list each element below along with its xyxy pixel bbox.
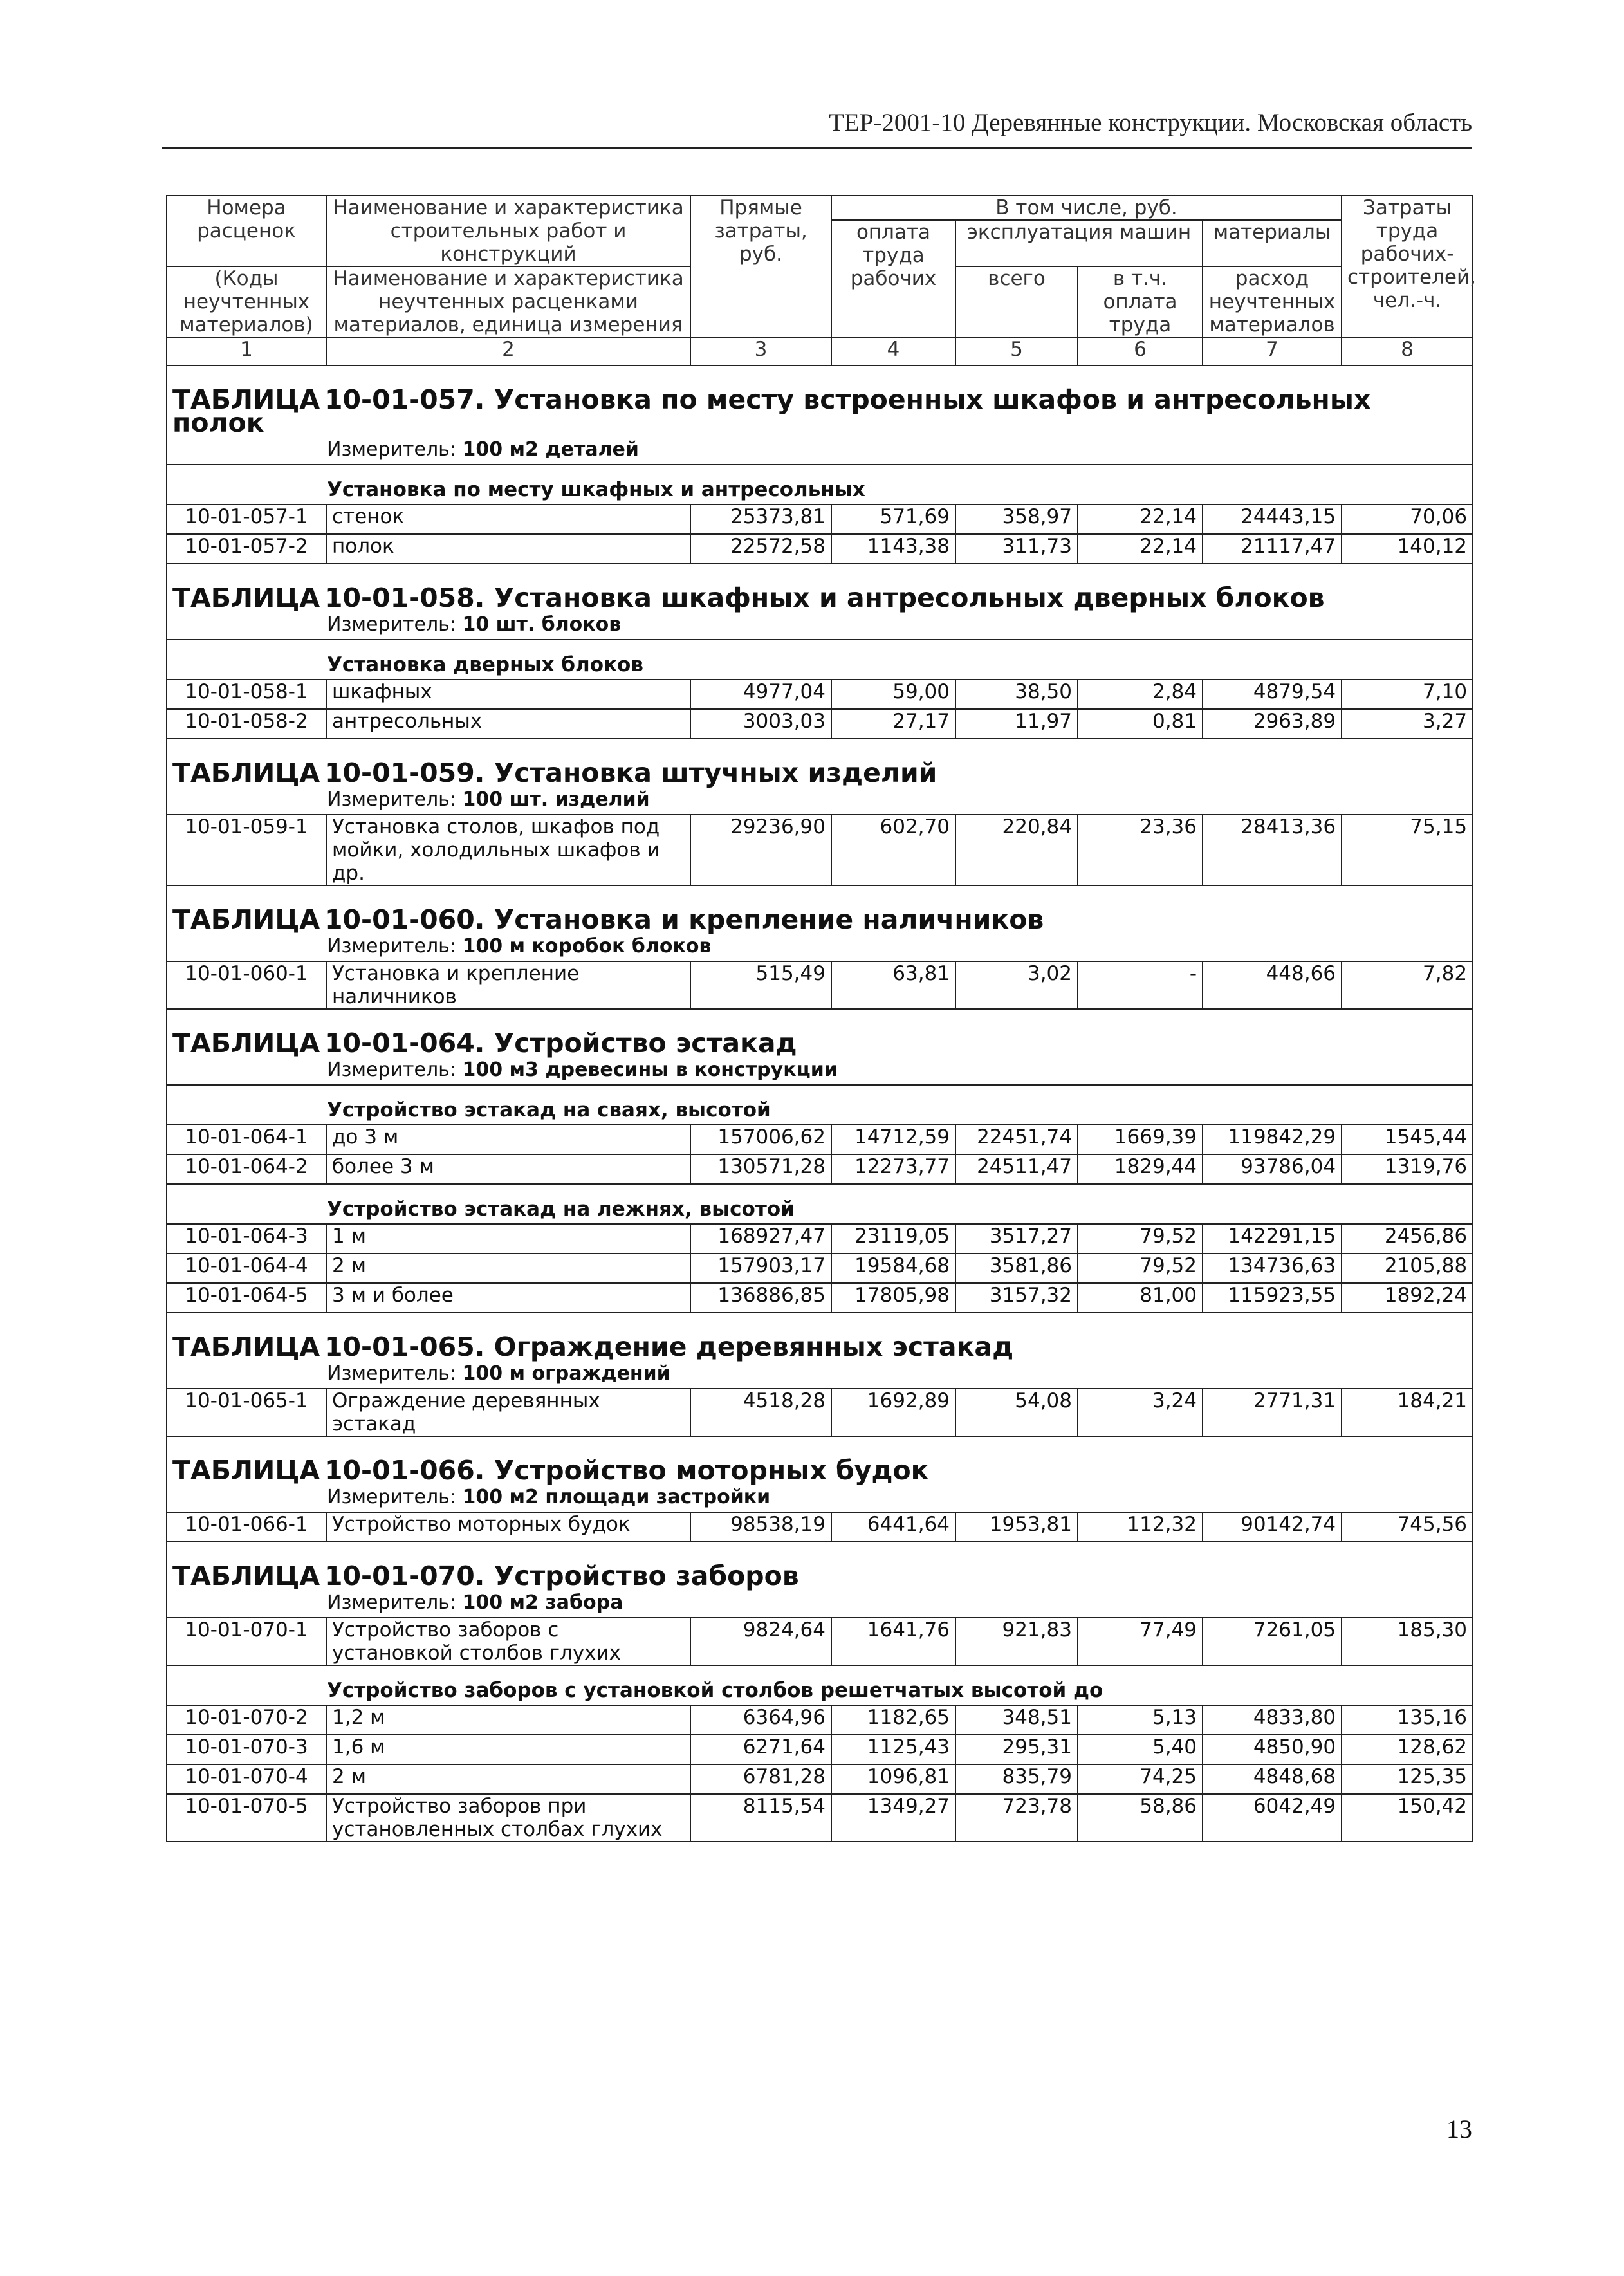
materials: 90142,74: [1203, 1512, 1342, 1542]
direct-costs: 157006,62: [690, 1125, 831, 1154]
direct-costs: 157903,17: [690, 1254, 831, 1283]
rate-code: 10-01-057-2: [167, 534, 326, 564]
work-name: Устройство заборов с установкой столбов глухих: [326, 1618, 690, 1665]
work-name: Ограждение деревянных эстакад: [326, 1389, 690, 1436]
direct-costs: 9824,64: [690, 1618, 831, 1665]
measure-unit: [167, 1486, 1473, 1512]
rate-code: 10-01-064-5: [167, 1283, 326, 1313]
measure-value: 100 м2 площади застройки: [462, 1486, 771, 1508]
labor-hours: 128,62: [1342, 1735, 1473, 1764]
col-unaccounted-header: (Коды неучтенных материалов): [167, 266, 326, 337]
direct-costs: 98538,19: [690, 1512, 831, 1542]
machines-total: 358,97: [955, 504, 1078, 534]
col-number: 1: [167, 337, 326, 365]
direct-costs: 6781,28: [690, 1764, 831, 1794]
direct-costs: 6364,96: [690, 1705, 831, 1735]
col-name-header: Наименование и характеристика строительных работ и конструкций: [326, 196, 690, 266]
table-code: 10-01-057.: [324, 384, 485, 415]
measure-row: [167, 1591, 1473, 1618]
table-title: [167, 1436, 1473, 1486]
table-title: [167, 1542, 1473, 1591]
table-heading: Устройство моторных будок: [494, 1455, 929, 1486]
direct-costs: 130571,28: [690, 1154, 831, 1184]
labor-pay: 12273,77: [831, 1154, 955, 1184]
materials: 7261,05: [1203, 1618, 1342, 1665]
group-heading-row: [167, 465, 1473, 504]
work-name: 2 м: [326, 1254, 690, 1283]
group-heading-row: [167, 1085, 1473, 1125]
rate-code: 10-01-066-1: [167, 1512, 326, 1542]
work-name: до 3 м: [326, 1125, 690, 1154]
table-label: ТАБЛИЦА: [172, 1455, 320, 1486]
labor-hours: 184,21: [1342, 1389, 1473, 1436]
machines-labor-pay: 77,49: [1078, 1618, 1203, 1665]
machines-labor-pay: 81,00: [1078, 1283, 1203, 1313]
machines-total: 22451,74: [955, 1125, 1078, 1154]
rate-code: 10-01-070-4: [167, 1764, 326, 1794]
labor-hours: 3,27: [1342, 709, 1473, 739]
measure-value: 100 м коробок блоков: [462, 935, 712, 958]
work-name: Установка и крепление наличников: [326, 961, 690, 1009]
measure-label: Измеритель:: [327, 1591, 456, 1614]
labor-hours: 1892,24: [1342, 1283, 1473, 1313]
table-row: [167, 1125, 1473, 1154]
table-label: ТАБЛИЦА: [172, 1560, 320, 1591]
table-heading: Устройство заборов: [494, 1560, 799, 1591]
table-row: [167, 1512, 1473, 1542]
table-row: [167, 1618, 1473, 1665]
col-number: 4: [831, 337, 955, 365]
measure-unit: [167, 935, 1473, 961]
labor-pay: 63,81: [831, 961, 955, 1009]
work-name: стенок: [326, 504, 690, 534]
labor-pay: 14712,59: [831, 1125, 955, 1154]
labor-pay: 6441,64: [831, 1512, 955, 1542]
labor-pay: 571,69: [831, 504, 955, 534]
machines-total: 3157,32: [955, 1283, 1078, 1313]
work-name: 2 м: [326, 1764, 690, 1794]
rate-code: 10-01-070-2: [167, 1705, 326, 1735]
col-number: 3: [690, 337, 831, 365]
table-heading: Установка штучных изделий: [494, 757, 937, 788]
measure-value: 10 шт. блоков: [462, 613, 622, 636]
machines-total: 3517,27: [955, 1224, 1078, 1254]
materials: 115923,55: [1203, 1283, 1342, 1313]
labor-pay: 1349,27: [831, 1794, 955, 1842]
machines-labor-pay: 58,86: [1078, 1794, 1203, 1842]
work-name: Устройство моторных будок: [326, 1512, 690, 1542]
table-title-row: [167, 1313, 1473, 1362]
measure-label: Измеритель:: [327, 613, 456, 636]
measure-row: [167, 1362, 1473, 1389]
measure-label: Измеритель:: [327, 1059, 456, 1081]
work-name: шкафных: [326, 680, 690, 709]
table-row: [167, 1794, 1473, 1842]
measure-row: [167, 613, 1473, 640]
labor-pay: 1096,81: [831, 1764, 955, 1794]
direct-costs: 515,49: [690, 961, 831, 1009]
measure-unit: [167, 613, 1473, 640]
materials: 4848,68: [1203, 1764, 1342, 1794]
col-number: 6: [1078, 337, 1203, 365]
table-title-row: [167, 1542, 1473, 1591]
machines-total: 11,97: [955, 709, 1078, 739]
table-label: ТАБЛИЦА: [172, 757, 320, 788]
machines-labor-pay: 1669,39: [1078, 1125, 1203, 1154]
labor-pay: 1692,89: [831, 1389, 955, 1436]
labor-hours: 2456,86: [1342, 1224, 1473, 1254]
rate-code: 10-01-070-1: [167, 1618, 326, 1665]
labor-hours: 1545,44: [1342, 1125, 1473, 1154]
machines-total: 3581,86: [955, 1254, 1078, 1283]
direct-costs: 22572,58: [690, 534, 831, 564]
machines-total: 311,73: [955, 534, 1078, 564]
work-name: 1,6 м: [326, 1735, 690, 1764]
machines-labor-pay: 112,32: [1078, 1512, 1203, 1542]
work-name: 3 м и более: [326, 1283, 690, 1313]
labor-pay: 17805,98: [831, 1283, 955, 1313]
col-mach-labor-header: в т.ч. оплата труда: [1078, 266, 1203, 337]
machines-total: 921,83: [955, 1618, 1078, 1665]
table-title: [167, 885, 1473, 935]
col-number: 7: [1203, 337, 1342, 365]
measure-row: [167, 1059, 1473, 1085]
measure-unit: [167, 788, 1473, 815]
rate-code: 10-01-058-1: [167, 680, 326, 709]
materials: 4879,54: [1203, 680, 1342, 709]
rate-code: 10-01-070-5: [167, 1794, 326, 1842]
machines-total: 835,79: [955, 1764, 1078, 1794]
table-title: [167, 365, 1473, 438]
rate-code: 10-01-064-3: [167, 1224, 326, 1254]
rate-code: 10-01-070-3: [167, 1735, 326, 1764]
table-code: 10-01-059.: [324, 757, 485, 788]
materials: 6042,49: [1203, 1794, 1342, 1842]
labor-hours: 135,16: [1342, 1705, 1473, 1735]
direct-costs: 168927,47: [690, 1224, 831, 1254]
table-row: [167, 504, 1473, 534]
labor-hours: 1319,76: [1342, 1154, 1473, 1184]
table-heading: Установка и крепление наличников: [494, 904, 1044, 935]
machines-total: 24511,47: [955, 1154, 1078, 1184]
machines-total: 723,78: [955, 1794, 1078, 1842]
group-heading-row: [167, 1184, 1473, 1224]
machines-total: 38,50: [955, 680, 1078, 709]
measure-row: [167, 438, 1473, 465]
measure-label: Измеритель:: [327, 935, 456, 958]
table-title-row: [167, 739, 1473, 788]
table-row: [167, 815, 1473, 885]
materials: 93786,04: [1203, 1154, 1342, 1184]
labor-hours: 7,10: [1342, 680, 1473, 709]
labor-hours: 2105,88: [1342, 1254, 1473, 1283]
col-labor-header: оплата труда рабочих: [831, 220, 955, 337]
group-heading: Устройство эстакад на лежнях, высотой: [167, 1184, 1473, 1224]
column-number-row: [167, 337, 1473, 365]
work-name: полок: [326, 534, 690, 564]
direct-costs: 3003,03: [690, 709, 831, 739]
materials: 2963,89: [1203, 709, 1342, 739]
table-label: ТАБЛИЦА: [172, 384, 320, 415]
labor-hours: 140,12: [1342, 534, 1473, 564]
machines-total: 220,84: [955, 815, 1078, 885]
table-title: [167, 1313, 1473, 1362]
materials: 2771,31: [1203, 1389, 1342, 1436]
materials: 4850,90: [1203, 1735, 1342, 1764]
table-row: [167, 1283, 1473, 1313]
table-row: [167, 1389, 1473, 1436]
col-materials-header: материалы: [1203, 220, 1342, 266]
machines-labor-pay: -: [1078, 961, 1203, 1009]
machines-total: 295,31: [955, 1735, 1078, 1764]
table-code: 10-01-058.: [324, 582, 485, 613]
col-incl-header: В том числе, руб.: [831, 196, 1342, 220]
table-title: [167, 739, 1473, 788]
labor-pay: 23119,05: [831, 1224, 955, 1254]
table-code: 10-01-070.: [324, 1560, 485, 1591]
labor-hours: 745,56: [1342, 1512, 1473, 1542]
measure-unit: [167, 438, 1473, 465]
group-heading: Установка дверных блоков: [167, 640, 1473, 680]
col-direct-header: Прямые затраты, руб.: [690, 196, 831, 337]
machines-total: 348,51: [955, 1705, 1078, 1735]
direct-costs: 25373,81: [690, 504, 831, 534]
table-row: [167, 1254, 1473, 1283]
table-label: ТАБЛИЦА: [172, 1028, 320, 1059]
materials: 142291,15: [1203, 1224, 1342, 1254]
rate-code: 10-01-057-1: [167, 504, 326, 534]
table-row: [167, 961, 1473, 1009]
col-codes-header: Номера расценок: [167, 196, 326, 266]
labor-hours: 185,30: [1342, 1618, 1473, 1665]
measure-label: Измеритель:: [327, 438, 456, 461]
work-name: Установка столов, шкафов под мойки, холодильных шкафов и др.: [326, 815, 690, 885]
table-row: [167, 1224, 1473, 1254]
machines-labor-pay: 0,81: [1078, 709, 1203, 739]
table-code: 10-01-065.: [324, 1331, 485, 1362]
col-number: 2: [326, 337, 690, 365]
labor-pay: 27,17: [831, 709, 955, 739]
rate-code: 10-01-064-4: [167, 1254, 326, 1283]
rate-code: 10-01-060-1: [167, 961, 326, 1009]
machines-labor-pay: 3,24: [1078, 1389, 1203, 1436]
rate-code: 10-01-058-2: [167, 709, 326, 739]
table-row: [167, 1735, 1473, 1764]
materials: 448,66: [1203, 961, 1342, 1009]
labor-hours: 150,42: [1342, 1794, 1473, 1842]
rates-table: [166, 195, 1476, 1842]
direct-costs: 8115,54: [690, 1794, 831, 1842]
table-code: 10-01-066.: [324, 1455, 485, 1486]
measure-label: Измеритель:: [327, 788, 456, 811]
table-code: 10-01-064.: [324, 1028, 485, 1059]
table-title-row: [167, 885, 1473, 935]
header-row-1: [167, 196, 1473, 220]
work-name: 1,2 м: [326, 1705, 690, 1735]
machines-labor-pay: 23,36: [1078, 815, 1203, 885]
direct-costs: 4977,04: [690, 680, 831, 709]
labor-pay: 1182,65: [831, 1705, 955, 1735]
col-material-name-header: Наименование и характеристика неучтенных расценками материалов, единица измерения: [326, 266, 690, 337]
measure-row: [167, 788, 1473, 815]
measure-value: 100 м2 деталей: [462, 438, 639, 461]
measure-unit: [167, 1362, 1473, 1389]
measure-value: 100 шт. изделий: [462, 788, 650, 811]
col-number: 8: [1342, 337, 1473, 365]
group-heading: Устройство эстакад на сваях, высотой: [167, 1085, 1473, 1125]
labor-pay: 1143,38: [831, 534, 955, 564]
col-machines-header: эксплуатация машин: [955, 220, 1203, 266]
table-heading: Ограждение деревянных эстакад: [494, 1331, 1014, 1362]
labor-pay: 1641,76: [831, 1618, 955, 1665]
machines-labor-pay: 79,52: [1078, 1254, 1203, 1283]
table-heading: Установка по месту встроенных шкафов и антресольных полок: [172, 384, 1371, 438]
measure-value: 100 м3 древесины в конструкции: [462, 1059, 838, 1081]
table-row: [167, 1154, 1473, 1184]
direct-costs: 29236,90: [690, 815, 831, 885]
rate-code: 10-01-059-1: [167, 815, 326, 885]
measure-value: 100 м2 забора: [462, 1591, 623, 1614]
table-title-row: [167, 365, 1473, 438]
group-heading: Установка по месту шкафных и антресольных: [167, 465, 1473, 504]
machines-total: 1953,81: [955, 1512, 1078, 1542]
machines-labor-pay: 79,52: [1078, 1224, 1203, 1254]
col-number: 5: [955, 337, 1078, 365]
work-name: антресольных: [326, 709, 690, 739]
table-label: ТАБЛИЦА: [172, 582, 320, 613]
group-heading-row: [167, 1665, 1473, 1705]
col-mach-total-header: всего: [955, 266, 1078, 337]
table-code: 10-01-060.: [324, 904, 485, 935]
labor-pay: 602,70: [831, 815, 955, 885]
machines-labor-pay: 74,25: [1078, 1764, 1203, 1794]
materials: 119842,29: [1203, 1125, 1342, 1154]
materials: 28413,36: [1203, 815, 1342, 885]
labor-hours: 7,82: [1342, 961, 1473, 1009]
machines-labor-pay: 5,40: [1078, 1735, 1203, 1764]
col-mat-consumption-header: расход неучтенных материалов: [1203, 266, 1342, 337]
materials: 21117,47: [1203, 534, 1342, 564]
machines-labor-pay: 22,14: [1078, 504, 1203, 534]
group-heading: Устройство заборов с установкой столбов решетчатых высотой до: [167, 1665, 1473, 1705]
machines-labor-pay: 5,13: [1078, 1705, 1203, 1735]
table-title-row: [167, 564, 1473, 613]
labor-pay: 59,00: [831, 680, 955, 709]
table-row: [167, 534, 1473, 564]
materials: 4833,80: [1203, 1705, 1342, 1735]
col-hours-header: Затраты труда рабочих-строителей, чел.-ч.: [1342, 196, 1473, 337]
work-name: более 3 м: [326, 1154, 690, 1184]
table-title-row: [167, 1436, 1473, 1486]
materials: 134736,63: [1203, 1254, 1342, 1283]
table-title: [167, 564, 1473, 613]
labor-hours: 125,35: [1342, 1764, 1473, 1794]
labor-hours: 70,06: [1342, 504, 1473, 534]
table-title-row: [167, 1009, 1473, 1059]
group-heading-row: [167, 640, 1473, 680]
table-row: [167, 709, 1473, 739]
table-label: ТАБЛИЦА: [172, 904, 320, 935]
materials: 24443,15: [1203, 504, 1342, 534]
measure-value: 100 м ограждений: [462, 1362, 670, 1385]
table-title: [167, 1009, 1473, 1059]
machines-labor-pay: 1829,44: [1078, 1154, 1203, 1184]
table-body: [167, 196, 1476, 1842]
machines-labor-pay: 22,14: [1078, 534, 1203, 564]
measure-unit: [167, 1591, 1473, 1618]
table-heading: Установка шкафных и антресольных дверных блоков: [494, 582, 1325, 613]
page-number: 13: [1446, 2114, 1472, 2143]
rate-code: 10-01-065-1: [167, 1389, 326, 1436]
labor-pay: 1125,43: [831, 1735, 955, 1764]
measure-label: Измеритель:: [327, 1486, 456, 1508]
machines-labor-pay: 2,84: [1078, 680, 1203, 709]
rate-code: 10-01-064-2: [167, 1154, 326, 1184]
measure-label: Измеритель:: [327, 1362, 456, 1385]
measure-row: [167, 935, 1473, 961]
machines-total: 54,08: [955, 1389, 1078, 1436]
work-name: Устройство заборов при установленных столбах глухих: [326, 1794, 690, 1842]
measure-unit: [167, 1059, 1473, 1085]
direct-costs: 4518,28: [690, 1389, 831, 1436]
direct-costs: 136886,85: [690, 1283, 831, 1313]
page-header: ТЕР-2001-10 Деревянные конструкции. Московская область: [829, 109, 1472, 136]
labor-hours: 75,15: [1342, 815, 1473, 885]
table-label: ТАБЛИЦА: [172, 1331, 320, 1362]
table-row: [167, 1705, 1473, 1735]
table-row: [167, 680, 1473, 709]
measure-row: [167, 1486, 1473, 1512]
labor-pay: 19584,68: [831, 1254, 955, 1283]
header-rule: [162, 147, 1472, 149]
table-heading: Устройство эстакад: [494, 1028, 797, 1059]
table-row: [167, 1764, 1473, 1794]
direct-costs: 6271,64: [690, 1735, 831, 1764]
rate-code: 10-01-064-1: [167, 1125, 326, 1154]
machines-total: 3,02: [955, 961, 1078, 1009]
work-name: 1 м: [326, 1224, 690, 1254]
